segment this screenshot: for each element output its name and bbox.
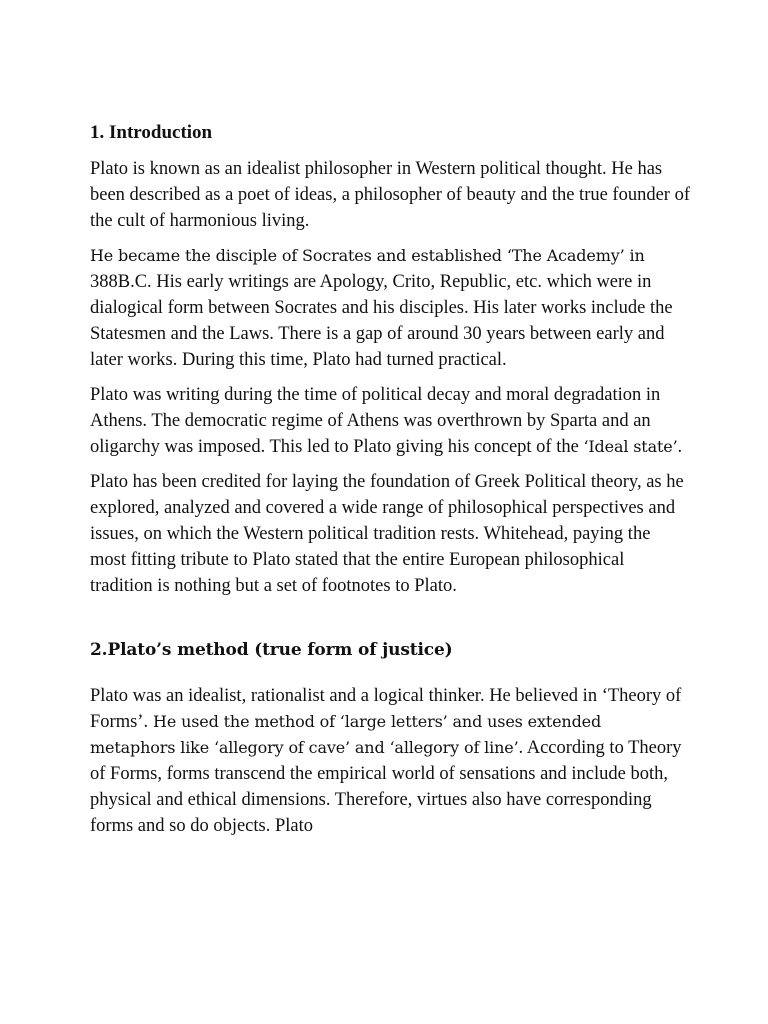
paragraph-intro-2-lead: He became the disciple of Socrates and established ‘The Academy’ in: [90, 246, 645, 265]
paragraph-intro-3-text: Plato was writing during the time of political decay and moral degradation in Athens. The democratic regime of Athens was overthrown by Sparta and an oligarchy was imposed. This led to Plato giving his concept of the: [90, 385, 661, 457]
paragraph-intro-2-rest: 388B.C. His early writings are Apology, Crito, Republic, etc. which were in dialogical form between Socrates and his disciples. His later works include the Statesmen and the Laws. There is a gap of around 30 years between early and later works. During this time, Plato had turned practical.: [90, 272, 673, 370]
section-heading-introduction: 1. Introduction: [90, 122, 213, 143]
section-heading-platos-method: 2.Plato’s method (true form of justice): [90, 640, 453, 660]
paragraph-intro-1: Plato is known as an idealist philosopher in Western political thought. He has been described as a poet of ideas, a philosopher of beauty and the true founder of the cult of harmonious living.: [90, 159, 691, 231]
paragraph-intro-3-end: .: [677, 437, 683, 457]
paragraph-intro-2: [90, 243, 690, 373]
paragraph-method-1: [90, 683, 690, 839]
paragraph-method-1-rest: . According to Theory of Forms, forms transcend the empirical world of sensations and include both, physical and ethical dimensions. Therefore, virtues also have corresponding forms and so do objects. Plato: [90, 738, 682, 836]
paragraph-intro-4: Plato has been credited for laying the foundation of Greek Political theory, as he explored, analyzed and covered a wide range of philosophical perspectives and issues, on which the Western political tradition rests. Whitehead, paying the most fitting tribute to Plato stated that the entire European philosophical tradition is nothing but a set of footnotes to Plato.: [90, 472, 684, 596]
document-page: [90, 120, 690, 848]
paragraph-intro-3: [90, 382, 690, 460]
paragraph-method-1-start: Plato was an idealist, rationalist and a logical thinker. He believed in ‘Theory of Forms’.: [90, 686, 682, 732]
ideal-state-term: ‘Ideal state’: [583, 437, 678, 456]
paragraph-method-1-middle: He used the method of ‘large letters’ and uses extended metaphors like ‘allegory of cave’ and ‘allegory of line’: [90, 712, 602, 757]
